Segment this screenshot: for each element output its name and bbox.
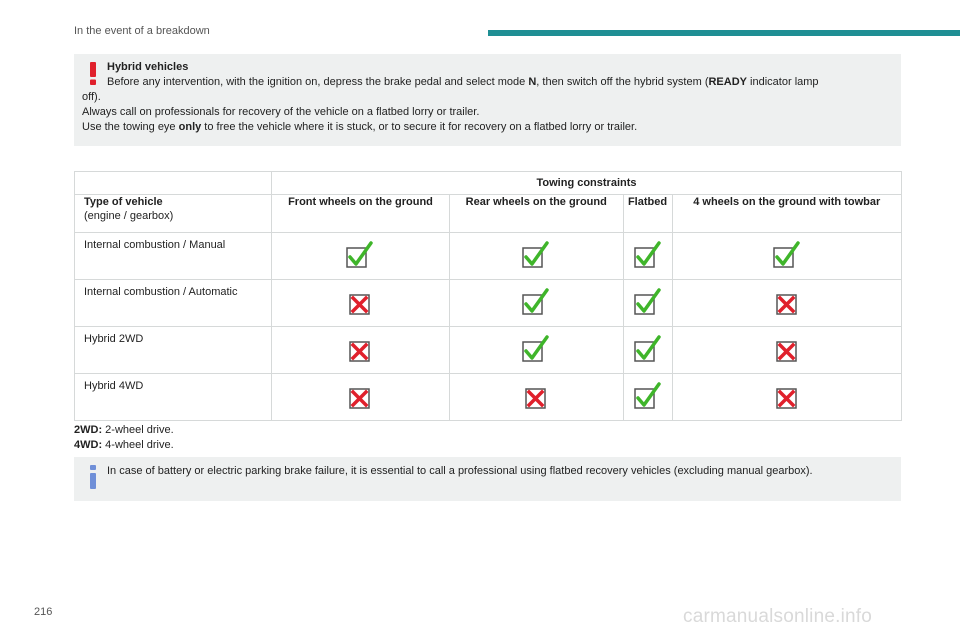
vehicle-type-label: Internal combustion / Automatic <box>75 280 272 327</box>
warning-line-1-cont: off). <box>82 91 101 103</box>
section-title: In the event of a breakdown <box>74 25 210 37</box>
not-allowed-cell <box>449 374 623 421</box>
check-icon <box>345 241 375 271</box>
allowed-cell <box>272 233 450 280</box>
exclamation-icon <box>88 62 98 85</box>
table-corner-cell <box>75 172 272 195</box>
allowed-cell <box>623 233 672 280</box>
cross-icon <box>521 382 551 412</box>
info-box <box>74 457 901 501</box>
legend-2wd: 2WD: 2-wheel drive. <box>74 424 174 436</box>
table-row <box>75 374 902 421</box>
not-allowed-cell <box>672 280 902 327</box>
warning-box <box>74 54 901 146</box>
not-allowed-cell <box>272 280 450 327</box>
vehicle-type-label: Hybrid 4WD <box>75 374 272 421</box>
column-header-flatbed: Flatbed <box>623 195 672 233</box>
warning-title: Hybrid vehicles <box>107 61 189 73</box>
check-icon <box>633 241 663 271</box>
table-row <box>75 233 902 280</box>
check-icon <box>633 335 663 365</box>
allowed-cell <box>672 233 902 280</box>
not-allowed-cell <box>672 327 902 374</box>
cross-icon <box>345 288 375 318</box>
check-icon <box>521 241 551 271</box>
page-number: 216 <box>34 606 53 618</box>
check-icon <box>521 288 551 318</box>
table-row <box>75 280 902 327</box>
vehicle-type-label: Hybrid 2WD <box>75 327 272 374</box>
allowed-cell <box>623 327 672 374</box>
check-icon <box>633 382 663 412</box>
info-icon <box>88 465 98 489</box>
column-header-rear-wheels: Rear wheels on the ground <box>449 195 623 233</box>
column-header-front-wheels: Front wheels on the ground <box>272 195 450 233</box>
warning-line-2: Always call on professionals for recovery of the vehicle on a flatbed lorry or trailer. <box>82 106 480 118</box>
towing-constraints-table <box>74 171 902 421</box>
table-row <box>75 327 902 374</box>
allowed-cell <box>623 280 672 327</box>
allowed-cell <box>449 280 623 327</box>
cross-icon <box>345 382 375 412</box>
watermark: carmanualsonline.info <box>683 606 873 627</box>
cross-icon <box>345 335 375 365</box>
cross-icon <box>772 335 802 365</box>
column-header-towbar: 4 wheels on the ground with towbar <box>672 195 902 233</box>
allowed-cell <box>449 327 623 374</box>
cross-icon <box>772 288 802 318</box>
check-icon <box>633 288 663 318</box>
allowed-cell <box>449 233 623 280</box>
cross-icon <box>772 382 802 412</box>
not-allowed-cell <box>672 374 902 421</box>
check-icon <box>772 241 802 271</box>
warning-line-1: Before any intervention, with the ignition on, depress the brake pedal and select mode N, then switch off the hybrid system (READY indicator lamp <box>107 76 819 88</box>
header-accent-bar <box>488 30 960 36</box>
not-allowed-cell <box>272 327 450 374</box>
info-text: In case of battery or electric parking brake failure, it is essential to call a professional using flatbed recovery vehicles (excluding manual gearbox). <box>107 465 813 477</box>
allowed-cell <box>623 374 672 421</box>
not-allowed-cell <box>272 374 450 421</box>
table-title: Towing constraints <box>272 172 902 195</box>
vehicle-type-label: Internal combustion / Manual <box>75 233 272 280</box>
legend-4wd: 4WD: 4-wheel drive. <box>74 439 174 451</box>
warning-line-3: Use the towing eye only to free the vehicle where it is stuck, or to secure it for recovery on a flatbed lorry or trailer. <box>82 121 638 133</box>
check-icon <box>521 335 551 365</box>
vehicle-type-header: Type of vehicle (engine / gearbox) <box>75 195 272 233</box>
drive-legend <box>74 423 174 453</box>
